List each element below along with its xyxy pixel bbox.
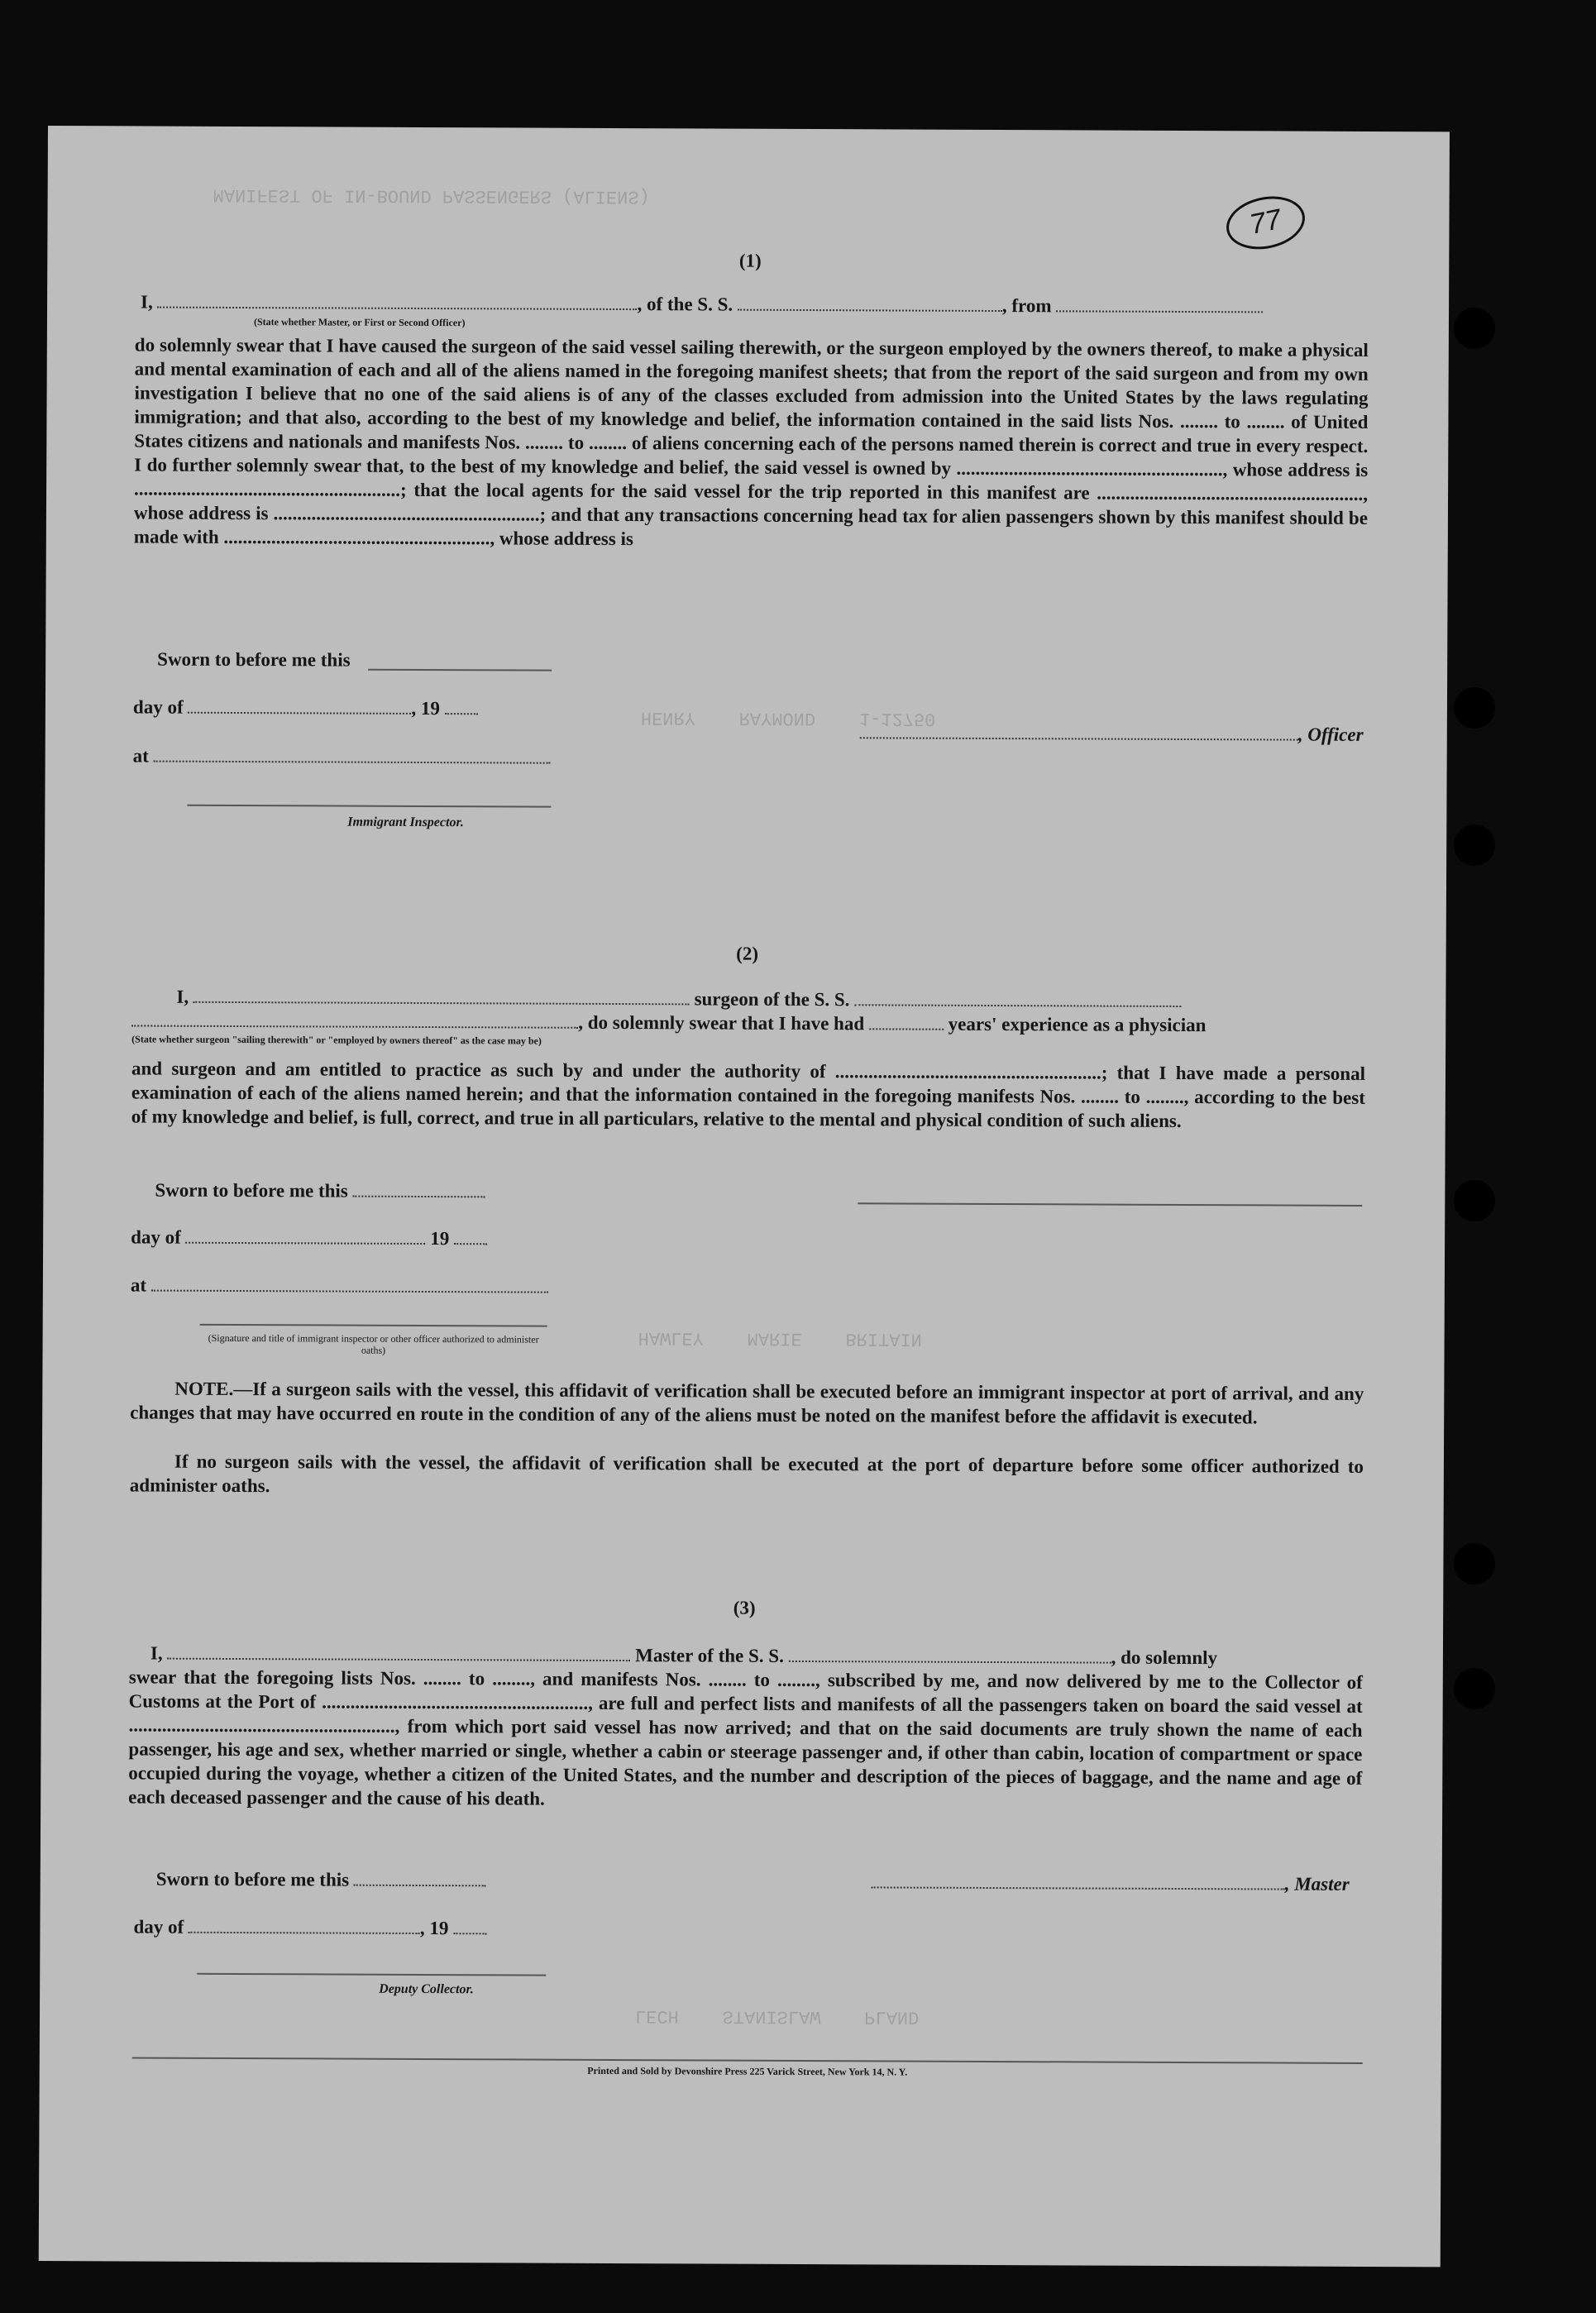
- officer-caption: (State whether Master, or First or Second Officer): [253, 316, 466, 329]
- day-blank[interactable]: [189, 1917, 420, 1934]
- master-name-blank[interactable]: [167, 1643, 630, 1661]
- section-1-oath-paragraph: do solemnly swear that I have caused the surgeon of the said vessel sailing therewith, or the surgeon employed by the owners thereof, to make a physical and mental examination of each and all of the aliens named in the foregoing manifest sheets; that from the report of the said surgeon and from my own investigation I believe that no one of the said aliens is of any of the classes excluded from admission into the United States by the laws regulating immigration; and that also, according to the best of my knowledge and belief, the information contained in the said lists Nos. ........ to ........ of United States citizens and nationals and manifests Nos. ........ to ........ of aliens concerning each of the persons named therein is correct and true in every respect. I do further solemnly swear that, to the best of my knowledge and belief, the said vessel is owned by ........................................................, whose address is ........................................................; that the local agents for the said vessel for the trip reported in this manifest are ........................................................, whose address is ........................................................; and that any transactions concerning head tax for alien passengers shown by this manifest should be made with ........................................................, whose address is: [133, 334, 1369, 550]
- note-surgeon-sails: NOTE.—If a surgeon sails with the vessel, this affidavit of verification shall be executed before an immigrant inspector at port of arrival, and any changes that may have occurred en route in the condition of any of the aliens must be noted on the manifest before the affidavit is executed.: [130, 1378, 1364, 1428]
- label-surgeon-of-ss: surgeon of the S. S.: [694, 988, 850, 1011]
- port-blank[interactable]: [1056, 295, 1263, 313]
- punch-hole: [1454, 1180, 1495, 1221]
- years-blank[interactable]: [869, 1013, 944, 1030]
- label-sworn: Sworn to before me this: [155, 1179, 348, 1202]
- label-from: , from: [1001, 295, 1052, 317]
- punch-hole: [1454, 824, 1495, 866]
- section-2-at: [131, 1273, 548, 1298]
- sworn-date-blank[interactable]: [352, 1181, 485, 1198]
- bleed-through-header: MANIFEST OF IN-BOUND PASSENGERS (ALIENS): [213, 184, 650, 208]
- section-1-number: (1): [738, 250, 762, 271]
- immigrant-inspector-label: Immigrant Inspector.: [347, 815, 464, 830]
- section-1-day-of: [133, 695, 478, 720]
- label-master: , Master: [1284, 1873, 1350, 1895]
- bleed-through-column: HAWLEY MARIE BRITAIN: [638, 1327, 922, 1350]
- surgeon-name-blank[interactable]: [194, 987, 690, 1006]
- note-no-surgeon: If no surgeon sails with the vessel, the affidavit of verification shall be executed at the port of departure before some officer authorized to administer oaths.: [129, 1450, 1364, 1497]
- section-2-oath-paragraph: and surgeon and am entitled to practice as such by and under the authority of ........................................................; that I have made a personal examination of each of the aliens named herein; and that the information contained in the foregoing manifests Nos. ........ to ........, according to the best of my knowledge and belief, is full, correct, and true in all particulars, relative to the mental and physical condition of such aliens.: [131, 1058, 1366, 1131]
- punch-hole: [1454, 687, 1495, 729]
- master-signature: [872, 1870, 1350, 1896]
- day-blank[interactable]: [186, 1227, 426, 1245]
- label-day-of: day of: [132, 696, 184, 718]
- stamp-number: 77: [1246, 203, 1284, 241]
- label-at: at: [130, 1274, 147, 1296]
- punch-hole: [1454, 308, 1495, 349]
- section-3-day-of: [133, 1914, 486, 1940]
- punch-hole: [1454, 1543, 1495, 1584]
- officer-signature: [860, 720, 1364, 747]
- officer-signature-blank[interactable]: [860, 722, 1298, 740]
- label-master-of-ss: Master of the S. S.: [635, 1645, 784, 1666]
- section-1-first-line: [141, 289, 1364, 318]
- deputy-collector-label: Deputy Collector.: [379, 1981, 474, 1997]
- bleed-through-column: LECH STANISLAW PLAND: [634, 2005, 920, 2028]
- sworn-date-blank[interactable]: [354, 1870, 486, 1887]
- label-day-of: day of: [131, 1226, 181, 1248]
- place-blank[interactable]: [151, 1275, 548, 1293]
- label-officer: , Officer: [1297, 724, 1364, 745]
- master-signature-blank[interactable]: [872, 1871, 1285, 1890]
- printer-imprint: Printed and Sold by Devonshire Press 225 Varick Street, New York 14, N. Y.: [587, 2064, 908, 2078]
- officer-name-blank[interactable]: [157, 292, 637, 311]
- officer-signature-line: [200, 1324, 547, 1327]
- label-i: I,: [150, 1642, 163, 1664]
- label-do-solemnly: , do solemnly: [1111, 1646, 1218, 1669]
- section-1-at: [133, 743, 551, 769]
- master-vessel-blank[interactable]: [789, 1646, 1111, 1664]
- surgeon-signature-line: [858, 1202, 1362, 1207]
- inspector-signature-line: [187, 805, 551, 808]
- year-blank[interactable]: [453, 1918, 486, 1934]
- label-year: 19: [430, 1228, 450, 1250]
- label-of-ss: , of the S. S.: [637, 294, 733, 315]
- place-blank[interactable]: [154, 746, 551, 764]
- label-sworn: Sworn to before me this: [155, 1868, 350, 1890]
- section-3-sworn-label: [156, 1867, 486, 1893]
- manifest-affidavit-page: [39, 126, 1450, 2267]
- year-blank[interactable]: [454, 1228, 487, 1245]
- surgeon-status-blank[interactable]: [131, 1010, 578, 1028]
- surgeon-caption: (State whether surgeon "sailing therewith" or "employed by owners thereof" as the case may be): [131, 1033, 542, 1047]
- year-blank[interactable]: [445, 698, 478, 714]
- label-day-of: day of: [133, 1916, 184, 1938]
- sworn-date-line: [368, 669, 552, 671]
- section-1-sworn-label: Sworn to before me this: [157, 648, 351, 671]
- label-year: , 19: [419, 1917, 449, 1939]
- circled-page-number: [1221, 189, 1310, 256]
- surgeon-vessel-blank[interactable]: [854, 989, 1181, 1007]
- bleed-through-column: HENRY RAYMOND 1-12750: [640, 707, 936, 729]
- punch-hole: [1454, 1668, 1495, 1709]
- label-i: I,: [176, 986, 189, 1007]
- section-2-day-of: [131, 1225, 487, 1250]
- section-3-number: (3): [733, 1597, 756, 1618]
- section-2-second-line: [131, 1008, 1206, 1037]
- section-2-sworn-label: [155, 1178, 485, 1204]
- administer-oaths-caption: (Signature and title of immigrant inspector or other officer authorized to administer oaths): [208, 1331, 539, 1356]
- label-i: I,: [141, 291, 153, 313]
- label-do-solemnly-swear: , do solemnly swear that I have had: [578, 1011, 865, 1035]
- day-blank[interactable]: [188, 697, 411, 714]
- vessel-name-blank[interactable]: [738, 294, 1002, 312]
- section-3-oath-paragraph: swear that the foregoing lists Nos. ........ to ........, and manifests Nos. ........ to ........, subscribed by me, and now delivered by me to the Collector of Customs at the Port of ........................................................, are full and perfect lists and manifests of all the passengers taken on board the said vessel at ........................................................, from which port said vessel has now arrived; and that on the said documents are truly shown the name of each passenger, his age and sex, whether married or single, whether a cabin or steerage passenger and, if other than cabin, location of compartment or space occupied during the voyage, whether a citizen of the United States, and the number and description of the pieces of baggage, and the name and age of each deceased passenger and the cause of his death.: [128, 1666, 1363, 1809]
- label-at: at: [132, 745, 149, 767]
- section-2-number: (2): [736, 943, 759, 964]
- label-year: , 19: [411, 697, 440, 719]
- collector-signature-line: [197, 1973, 546, 1976]
- label-years-experience: years' experience as a physician: [948, 1013, 1207, 1036]
